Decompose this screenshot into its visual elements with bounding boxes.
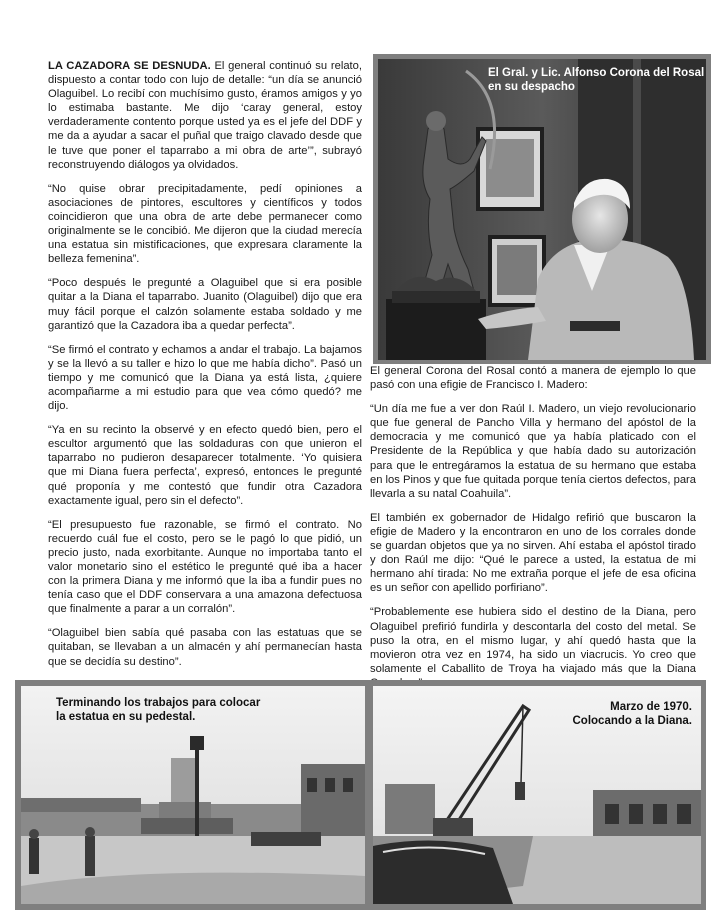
left-text-column bbox=[48, 59, 362, 679]
portrait-photo bbox=[378, 59, 706, 360]
paragraph: “El presupuesto fue razonable, se firmó el contrato. No recuerdo cuál fue el costo, pero se le pagó lo que pidió, un precio justo, nada exorbitante. Aunque no importaba tanto el valor monetario sino el estético le pregunté qué iba a hacer con la primera Diana y me informó que la iba a fundir pues no tenía caso que el DDF conservara a una amazona defectuosa que finalmente a parar a un corralón”. bbox=[48, 518, 362, 616]
section-heading: LA CAZADORA SE DESNUDA. bbox=[48, 60, 211, 72]
portrait-caption bbox=[488, 66, 704, 94]
paragraph: El general Corona del Rosal contó a manera de ejemplo lo que pasó con una efigie de Francisco I. Madero: bbox=[370, 365, 696, 392]
paragraph: “Olaguibel bien sabía qué pasaba con las estatuas que se quitaban, se llevaban a un almacén y ahí permanecían hasta que se decidía su destino”. bbox=[48, 627, 362, 668]
caption-line: El Gral. y Lic. Alfonso Corona del Rosal bbox=[488, 67, 705, 79]
paragraph: El también ex gobernador de Hidalgo refirió que buscaron la efigie de Madero y la encontraron en uno de los corrales donde se guardan objetos que ya no sirven. Ahí estaba el apóstol tirado y don Raúl me dijo: “Qué le parece a usted, la estatua de mi hermano ahí tirada: No me extraña porque el jefe de esa oficina es un señor con apellido porfiriano”. bbox=[370, 511, 696, 595]
bottom-left-caption bbox=[56, 696, 260, 724]
paragraph-text: El general continuó su relato, dispuesto a contar todo con lujo de detalle: “un día se anunció Olaguibel. Lo recibí con muchísimo gusto, éramos amigos y yo lo estimaba bastante. Me dijo ‘caray general, estoy verdaderamente contento porque usted ya es el jefe del DDF y me da a ayudar a sacar el puñal que traigo clavado desde que le tuve que poner el taparrabo a mi obra de arte’”, subrayó reconstruyendo diálogos ya olvidados. bbox=[48, 60, 362, 171]
paragraph: “Probablemente ese hubiera sido el destino de la Diana, pero Olaguibel prefirió fundirla y descontarla del costo del metal. Se puso la otra, en el mismo lugar, y ahí quedó hasta que la movieron otra vez en 1974, ha sido un viacrucis. Yo creo que solamente el Caballito de Troya ha viajado más que la Diana bbox=[370, 606, 696, 675]
paragraph: “Se firmó el contrato y echamos a andar el trabajo. La bajamos y se la llevó a su taller e hizo lo que me había dicho”. Pasó un tiempo y me comunicó que la Diana ya está lista, ¿quiere acompañarme a mi estudio para que vea cómo quedó? me dijo. bbox=[48, 343, 362, 413]
paragraph: “No quise obrar precipitadamente, pedí opiniones a asociaciones de pintores, escultores y científicos y todos coincidieron que una obra de arte debe permanecer como originalmente se le concibió. Me dijeron que la ciudad merecía una estatua sin mistificaciones, que expresara claramente la belleza femenina”. bbox=[48, 182, 362, 266]
caption-line: en su despacho bbox=[488, 81, 575, 93]
caption-line: Colocando a la Diana. bbox=[572, 715, 692, 727]
caption-line: la estatua en su pedestal. bbox=[56, 711, 196, 723]
portrait-photo-image bbox=[378, 59, 706, 360]
caption-line: Marzo de 1970. bbox=[610, 701, 692, 713]
paragraph: “Poco después le pregunté a Olaguibel que si era posible quitar a la Diana el taparrabo. Juanito (Olaguibel) dijo que era muy fácil porque el calzón solamente estaba soldado y me garantizó que la Cazadora iba a quedar perfecta”. bbox=[48, 277, 362, 332]
right-text-column bbox=[370, 364, 696, 700]
caption-line: Terminando los trabajos para colocar bbox=[56, 697, 261, 709]
paragraph: “Un día me fue a ver don Raúl I. Madero, un viejo revolucionario que fue general de Pancho Villa y hermano del apóstol de la democracia y me comunicó que ya había platicado con el Presidente de la República y que había dado su autorización para que le entregáramos la estatua de su hermano que estaba en los Pinos y que fue quitada porque tenía ciertos defectos, para llevarla a su natal Coahuila”. bbox=[370, 403, 696, 500]
bottom-right-caption bbox=[560, 700, 692, 728]
paragraph bbox=[48, 59, 362, 172]
paragraph: “Ya en su recinto la observé y en efecto quedó bien, pero el escultor argumentó que las soldaduras con que unieron el taparrabo no pudieron desaparecer totalmente. ‘Yo quisiera que mi Diana fuera perfecta’, expresó, entonces le pregunté qué proponía y me contestó que fundir otra Cazadora exactamente igual, pero sin el defecto”. bbox=[48, 424, 362, 507]
